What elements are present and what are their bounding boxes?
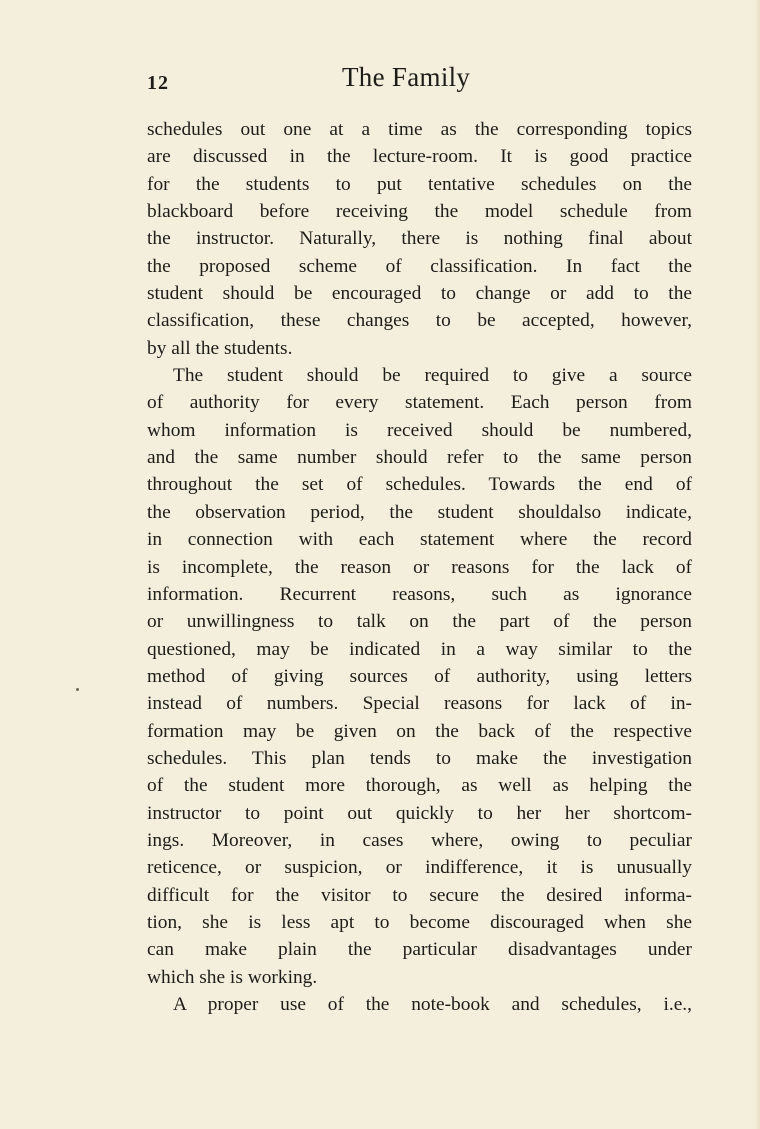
text-line: the proposed scheme of classification. In fact the (147, 255, 692, 277)
text-line: in connection with each statement where the record (147, 529, 692, 551)
text-line: blackboard before receiving the model schedule from (147, 201, 692, 223)
text-line: of the student more thorough, as well as helping the (147, 775, 692, 797)
text-line: schedules out one at a time as the corresponding topics (147, 119, 692, 140)
body-text (147, 116, 692, 1018)
text-line: is incomplete, the reason or reasons for the lack of (147, 556, 692, 578)
page-edge (754, 0, 760, 1129)
text-line: instructor to point out quickly to her her shortcom- (147, 802, 692, 824)
text-line: classification, these changes to be accepted, however, (147, 310, 692, 332)
text-line: the instructor. Naturally, there is nothing final about (147, 228, 692, 250)
text-line: reticence, or suspicion, or indifference, it is unusually (147, 857, 692, 879)
text-line: schedules. This plan tends to make the investigation (147, 747, 692, 769)
text-line: throughout the set of schedules. Towards the end of (147, 474, 692, 496)
text-line: ings. Moreover, in cases where, owing to peculiar (147, 829, 692, 851)
text-line: difficult for the visitor to secure the desired informa- (147, 884, 692, 906)
text-line: for the students to put tentative schedules on the (147, 173, 692, 195)
paragraph-start-line: The student should be required to give a source (173, 365, 692, 387)
text-line: are discussed in the lecture-room. It is good practice (147, 146, 692, 168)
text-line: tion, she is less apt to become discouraged when she (147, 911, 692, 933)
text-line: the observation period, the student shouldalso indicate, (147, 501, 692, 523)
text-line: questioned, may be indicated in a way similar to the (147, 638, 692, 660)
text-line: of authority for every statement. Each person from (147, 392, 692, 414)
text-line: formation may be given on the back of the respective (147, 720, 692, 742)
running-head (147, 62, 692, 102)
text-line: and the same number should refer to the same person (147, 447, 692, 469)
ink-speck (76, 688, 79, 691)
running-title: The Family (342, 62, 471, 92)
text-line: instead of numbers. Special reasons for lack of in- (147, 693, 692, 715)
text-line: by all the students. (147, 337, 293, 359)
text-line: student should be encouraged to change or add to the (147, 283, 692, 305)
text-line: can make plain the particular disadvantages under (147, 939, 692, 961)
text-line: which she is working. (147, 966, 318, 988)
text-line: whom information is received should be numbered, (147, 419, 692, 441)
page-number: 12 (147, 72, 169, 94)
text-line: information. Recurrent reasons, such as ignorance (147, 583, 692, 605)
paragraph-start-line: A proper use of the note-book and schedules, i.e., (173, 994, 692, 1015)
text-line: method of giving sources of authority, using letters (147, 665, 692, 687)
text-line: or unwillingness to talk on the part of the person (147, 611, 692, 633)
